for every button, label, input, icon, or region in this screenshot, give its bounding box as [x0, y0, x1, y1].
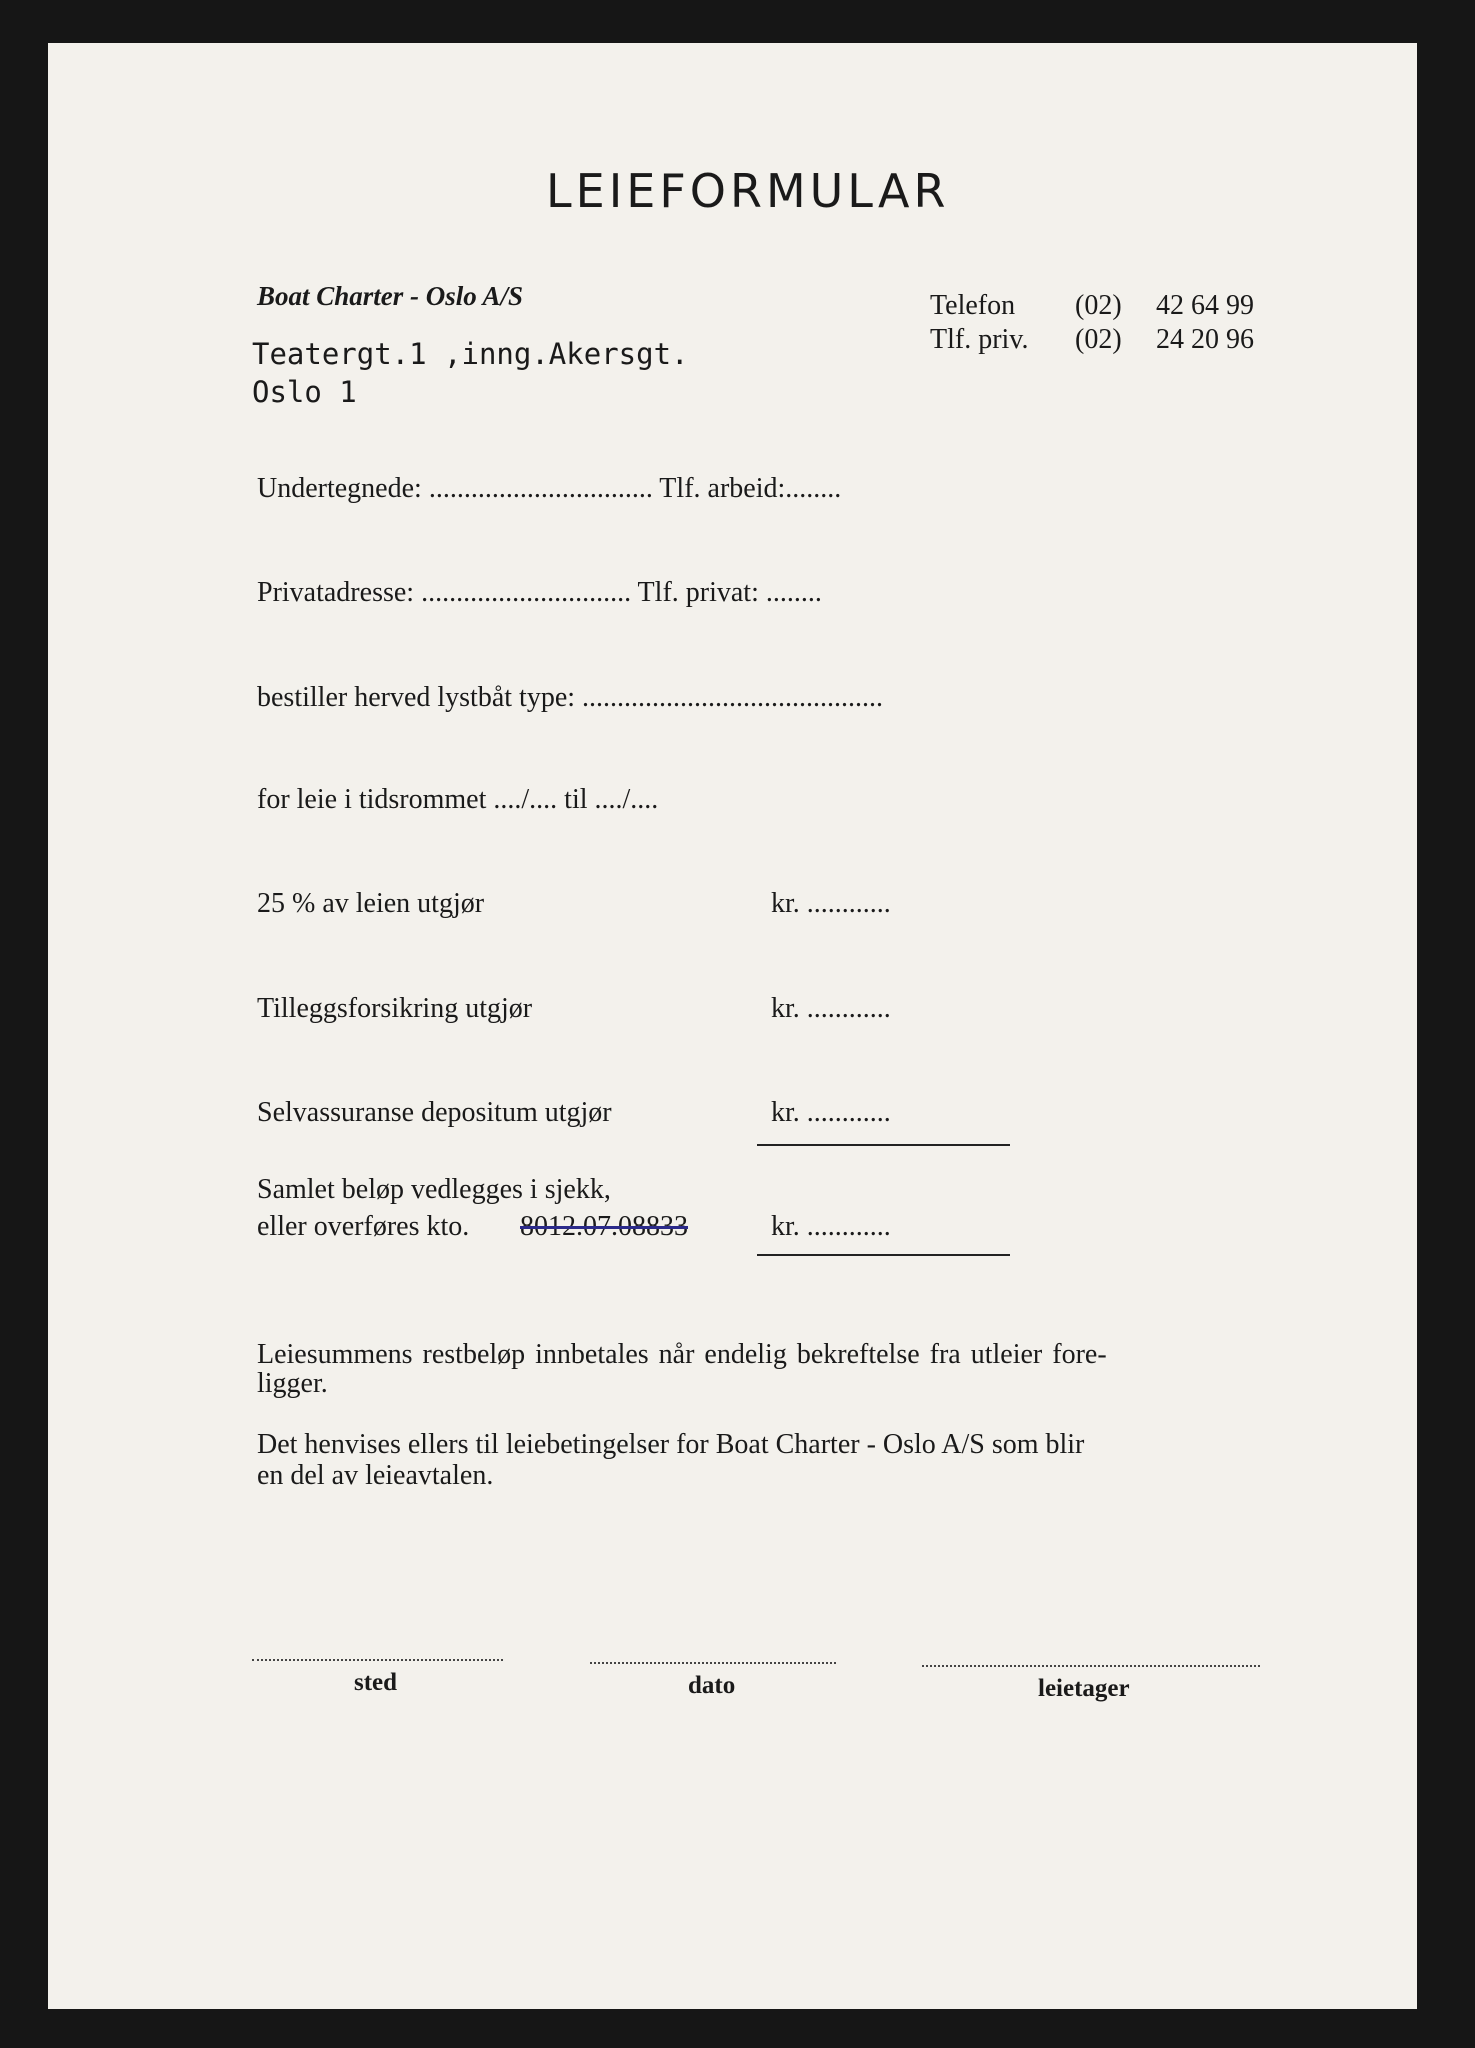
phone-private-label: Tlf. priv. — [930, 324, 1029, 355]
self-insurance-label: Selvassuranse depositum utgjør — [257, 1097, 612, 1128]
paragraph-1-line-1: Leiesummens restbeløp innbetales når endelig bekreftelse fra utleier fore- — [257, 1339, 1107, 1370]
company-name: Boat Charter - Oslo A/S — [257, 281, 524, 311]
paragraph-2-line-1: Det henvises ellers til leiebetingelser for Boat Charter - Oslo A/S som blir — [257, 1429, 1085, 1460]
field-privatadresse[interactable]: Privatadresse: .............................. Tlf. privat: ........ — [257, 577, 822, 608]
sted-label: sted — [354, 1669, 398, 1696]
underline — [757, 1254, 1010, 1256]
paragraph-1-line-2: ligger. — [257, 1368, 328, 1399]
insurance-label: Tilleggsforsikring utgjør — [257, 993, 533, 1024]
dato-signature-line[interactable] — [590, 1662, 836, 1664]
phone-area: (02) — [1075, 290, 1122, 321]
leietager-label: leietager — [1038, 1675, 1130, 1702]
address-line-1: Teatergt.1 ,inng.Akersgt. — [252, 337, 689, 371]
underline — [757, 1144, 1010, 1146]
deposit-amount-field[interactable]: kr. ............ — [771, 888, 891, 919]
field-boat-type[interactable]: bestiller herved lystbåt type: ........................................... — [257, 682, 884, 713]
account-number-struck: 8012.07.08833 — [520, 1211, 688, 1242]
phone-number: 42 64 99 — [1156, 290, 1254, 321]
phone-label: Telefon — [930, 290, 1016, 321]
paragraph-2-line-2: en del av leieavtalen. — [257, 1460, 494, 1491]
insurance-amount-field[interactable]: kr. ............ — [771, 993, 891, 1024]
field-undertegnede[interactable]: Undertegnede: ................................ Tlf. arbeid:........ — [257, 473, 842, 504]
phone-private-number: 24 20 96 — [1156, 324, 1254, 355]
total-label-1: Samlet beløp vedlegges i sjekk, — [257, 1174, 611, 1205]
leietager-signature-line[interactable] — [922, 1665, 1260, 1667]
phone-private-area: (02) — [1075, 324, 1122, 355]
sted-signature-line[interactable] — [252, 1659, 503, 1661]
total-label-2: eller overføres kto. — [257, 1211, 470, 1242]
page-title: LEIEFORMULAR — [546, 164, 950, 218]
dato-label: dato — [688, 1672, 736, 1699]
total-amount-field[interactable]: kr. ............ — [771, 1211, 891, 1242]
field-rental-period[interactable]: for leie i tidsrommet ..../.... til ..../.... — [257, 784, 659, 815]
deposit-label: 25 % av leien utgjør — [257, 888, 485, 919]
address-line-2: Oslo 1 — [252, 375, 357, 409]
self-insurance-amount-field[interactable]: kr. ............ — [771, 1097, 891, 1128]
